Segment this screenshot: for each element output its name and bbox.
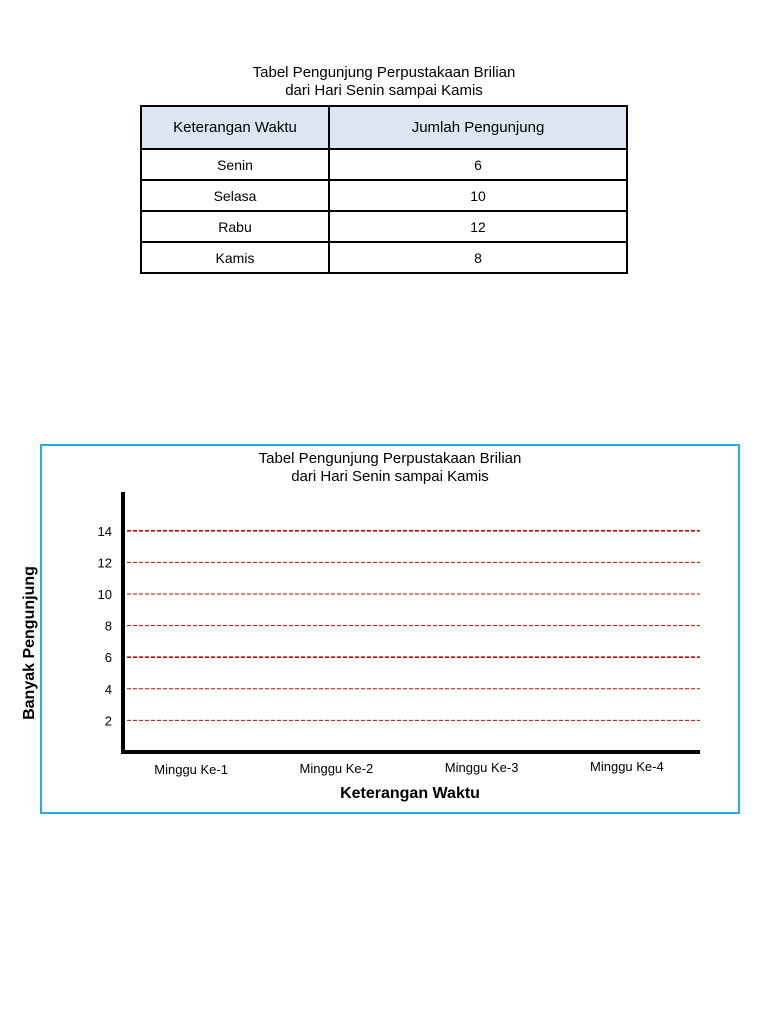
table-title-line2: dari Hari Senin sampai Kamis <box>285 82 483 99</box>
cell-count: 10 <box>329 180 627 211</box>
y-tick-label: 4 <box>104 681 112 697</box>
cell-day: Kamis <box>141 242 329 273</box>
cell-count: 6 <box>329 149 627 180</box>
cell-day: Selasa <box>141 180 329 211</box>
chart-title-line2: dari Hari Senin sampai Kamis <box>291 468 489 485</box>
y-tick-label: 6 <box>104 650 112 666</box>
x-axis-label: Keterangan Waktu <box>340 785 480 802</box>
x-tick-label: Minggu Ke-3 <box>444 760 519 775</box>
cell-count: 12 <box>329 211 627 242</box>
chart-title-line1: Tabel Pengunjung Perpustakaan Brilian <box>258 450 522 467</box>
y-tick-label: 2 <box>104 713 112 729</box>
x-tick-label: Minggu Ke-4 <box>590 759 664 774</box>
y-tick-label: 12 <box>97 555 112 571</box>
x-tick-label: Minggu Ke-2 <box>299 761 374 776</box>
column-header-count: Jumlah Pengunjung <box>329 106 627 149</box>
cell-count: 8 <box>329 242 627 273</box>
cell-day: Rabu <box>141 211 329 242</box>
y-tick-label: 8 <box>104 618 112 634</box>
y-axis-label: Banyak Pengunjung <box>21 566 38 720</box>
y-tick-label: 14 <box>97 523 112 539</box>
column-header-time: Keterangan Waktu <box>141 106 329 149</box>
x-tick-label: Minggu Ke-1 <box>154 762 228 777</box>
y-tick-label: 10 <box>97 587 112 602</box>
cell-day: Senin <box>141 149 329 180</box>
table-title-line1: Tabel Pengunjung Perpustakaan Brilian <box>252 64 516 81</box>
